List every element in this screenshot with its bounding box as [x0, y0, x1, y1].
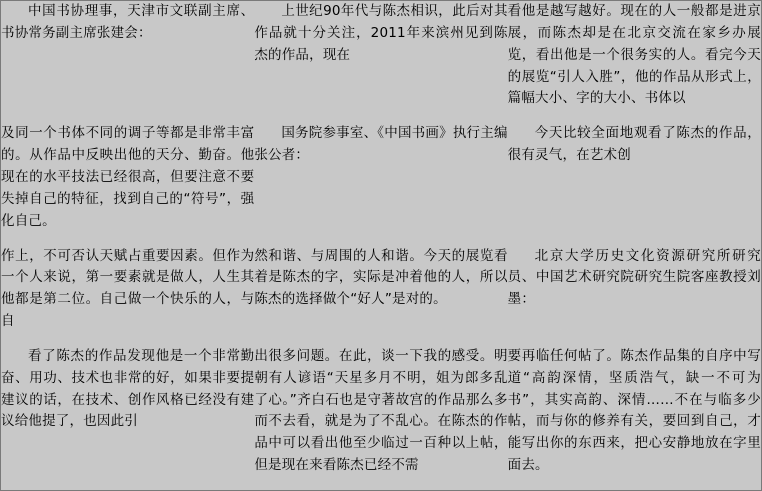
text-column-grid: [1, 1, 761, 490]
